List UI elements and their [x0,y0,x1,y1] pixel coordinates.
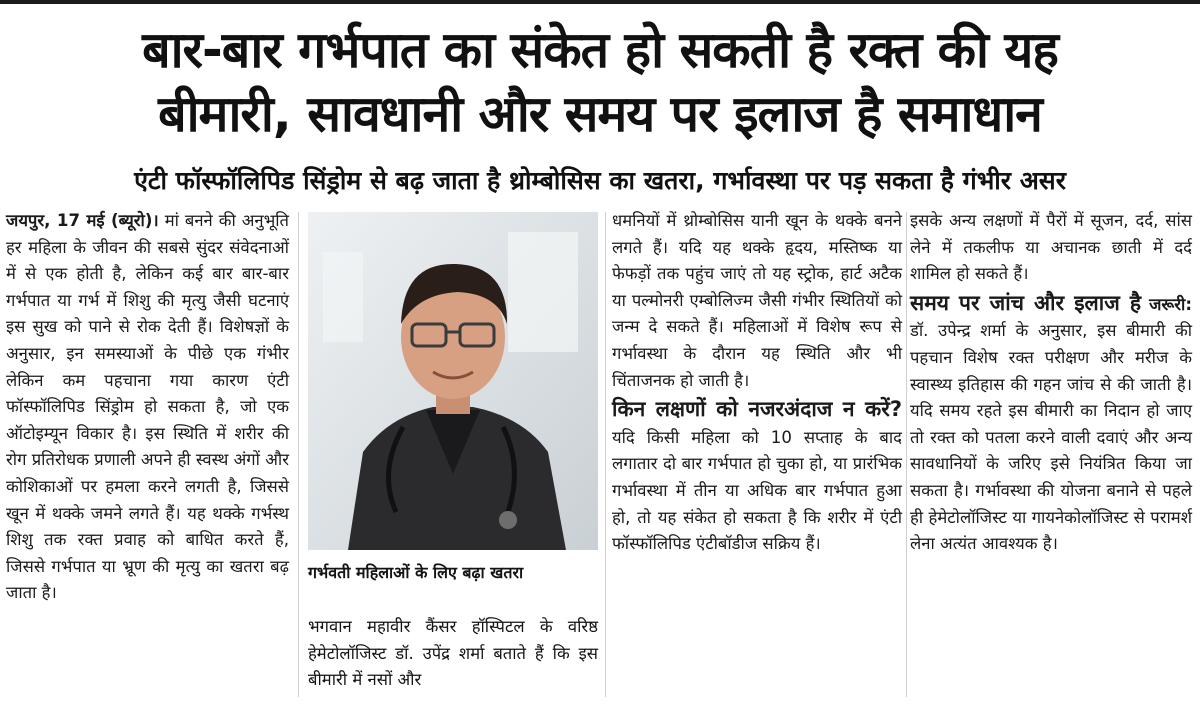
column-3-text-2: यदि किसी महिला को 10 सप्ताह के बाद लगातार दो बार गर्भपात हो चुका हो, या प्रारंभिक गर्भावस्था में तीन या अधिक बार गर्भपात हुआ हो, तो यह संकेत हो सकता है कि शरीर में एंटी फॉस्फॉलिपिड एंटीबॉडीज सक्रिय हैं। [612,427,902,554]
column-3 [612,208,902,558]
column-4-paragraph-2 [910,288,1192,558]
column-4-subheading-tail: जरूरी: [1149,294,1192,314]
doctor-portrait-image [308,212,598,550]
column-4-text-2: डॉ. उपेन्द्र शर्मा के अनुसार, इस बीमारी की पहचान विशेष रक्त परीक्षण और मरीज के स्वास्थ्य इतिहास की गहन जांच से की जाती है। यदि समय रहते इस बीमारी का निदान हो जाए तो रक्त को पतला करने वाली दवाएं और अन्य सावधानियों के जरिए इसे नियंत्रित किया जा सकता है। गर्भावस्था की योजना बनाने से पहले ही हेमेटोलॉजिस्ट या गायनेकोलॉजिस्ट से परामर्श लेना अत्यंत आवश्यक है। [910,321,1192,554]
column-3-paragraph-2 [612,394,902,558]
column-1-text: मां बनने की अनुभूति हर महिला के जीवन की सबसे सुंदर संवेदनाओं में से एक होती है, लेकिन कई बार बार-बार गर्भपात या गर्भ में शिशु की मृत्यु जैसी घटनाएं इस सुख को पाने से रोक देती हैं। विशेषज्ञों के अनुसार, इन समस्याओं के पीछे एक गंभीर लेकिन कम पहचाना गया कारण एंटी फॉस्फॉलिपिड सिंड्रोम हो सकता है, जो एक ऑटोइम्यून विकार है। इस स्थिति में शरीर की रोग प्रतिरोधक प्रणाली अपने ही स्वस्थ अंगों और कोशिकाओं पर हमला करने लगती है, जिससे खून में थक्के जमने लगते हैं। यह थक्के गर्भस्थ शिशु तक रक्त प्रवाह को बाधित करते हैं, जिससे गर्भपात या भ्रूण की मृत्यु का खतरा बढ़ जाता है। [6,211,290,603]
column-divider [298,212,299,697]
subheadline: एंटी फॉस्फॉलिपिड सिंड्रोम से बढ़ जाता है थ्रोम्बोसिस का खतरा, गर्भावस्था पर पड़ सकता है गंभीर असर [134,166,1066,195]
column-1-paragraph [6,208,289,607]
column-divider [605,212,606,697]
column-4-subheading: समय पर जांच और इलाज है [910,290,1142,315]
doctor-photo [308,212,598,550]
column-2-text: भगवान महावीर कैंसर हॉस्पिटल के वरिष्ठ हेमेटोलॉजिस्ट डॉ. उपेंद्र शर्मा बताते हैं कि इस बीमारी में नसों और [308,617,598,690]
column-4 [910,208,1192,558]
dateline: जयपुर, 17 मई (ब्यूरो)। [6,211,159,230]
photo-caption: गर्भवती महिलाओं के लिए बढ़ा खतरा [308,563,524,582]
column-3-subheading: किन लक्षणों को नजरअंदाज न करें? [612,397,902,422]
headline-line-1: बार-बार गर्भपात का संकेत हो सकती है रक्त की यह [142,21,1058,79]
headline-line-2: बीमारी, सावधानी और समय पर इलाज है समाधान [158,85,1042,143]
column-divider [906,212,907,697]
column-4-text-1: इसके अन्य लक्षणों में पैरों में सूजन, दर्द, सांस लेने में तकलीफ या अचानक छाती में दर्द शामिल हो सकते हैं। [910,211,1192,284]
column-3-text-1: धमनियों में थ्रोम्बोसिस यानी खून के थक्के बनने लगते हैं। यदि यह थक्के हृदय, मस्तिष्क या फेफड़ों तक पहुंच जाएं तो यह स्ट्रोक, हार्ट अटैक या पल्मोनरी एम्बोलिज्म जैसी गंभीर स्थितियों को जन्म दे सकते हैं। महिलाओं में विशेष रूप से गर्भावस्था के दौरान यह स्थिति और भी चिंताजनक हो जाती है। [612,211,902,390]
column-1 [6,208,289,607]
headline [0,18,1200,146]
top-rule [0,0,1200,4]
